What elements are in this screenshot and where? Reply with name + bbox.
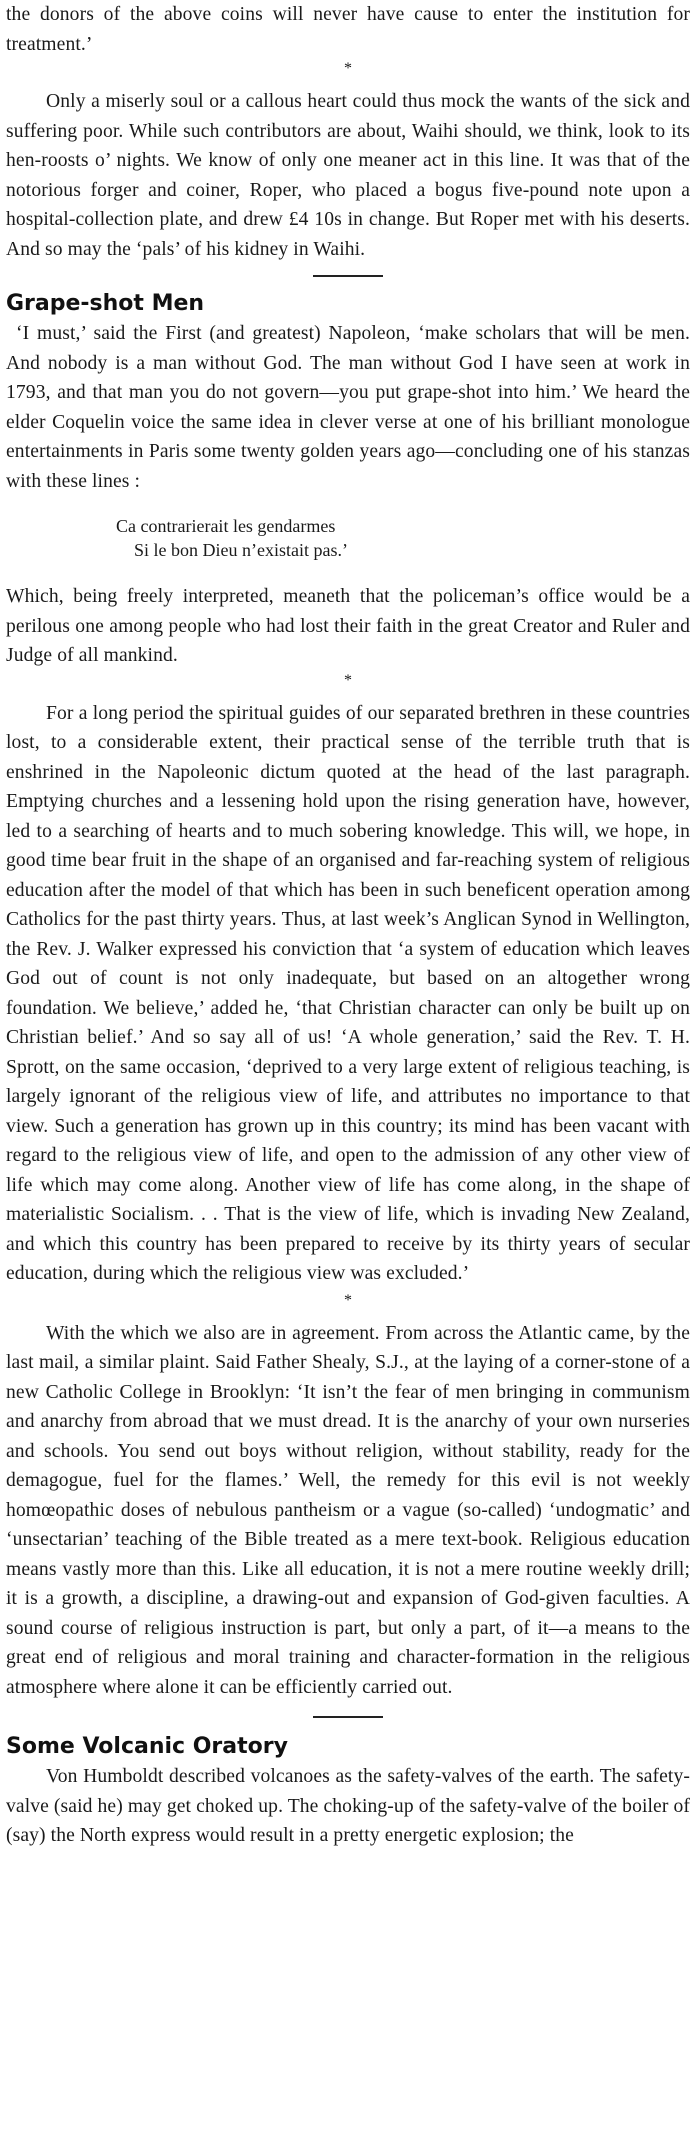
grapeshot-paragraph-4: With the which we also are in agreement. From across the Atlantic came, by the last mail, a similar plaint. Said Father Shealy, S.J., at the laying of a corner-stone of a new Catholic College in Brooklyn: ‘It isn’t the fear of men bringing in communism and anarchy from abroad that we must dread. It is the anarchy of your own nurseries and schools. You send out boys without religion, without stability, ready for the demagogue, fuel for the flames.’ Well, the remedy for this evil is not weekly homœopathic doses of nebulous pantheism or a vague (so-called) ‘undogmatic’ and ‘unsectarian’ teaching of the Bible treated as a mere text-book. Religious education means vastly more than this. Like all education, it is not a mere routine weekly drill; it is a growth, a discipline, a drawing-out and expansion of God-given faculties. A sound course of religious instruction is part, but only a part, of it—a means to the great end of religious and moral training and character-formation in the religious atmosphere where alone it can be efficiently carried out. [6,1322,690,1698]
grapeshot-paragraph-3: For a long period the spiritual guides of our separated brethren in these countries lost, to a considerable extent, their practical sense of the terrible truth that is enshrined in the Napoleonic dictum quoted at the head of the last paragraph. Emptying churches and a lessening hold upon the rising generation have, however, led to a searching of hearts and to much sobering knowledge. This will, we hope, in good time bear fruit in the shape of an organised and far-reaching system of religious education after the model of that which has been in such beneficent operation among Catholics for the past thirty years. Thus, at last week’s Anglican Synod in Wellington, the Rev. J. Walker expressed his conviction that ‘a system of education which leaves God out of count is not only inadequate, but based on an altogether wrong foundation. We believe,’ added he, ‘that Christian character can only be built up on Christian belief.’ And so say all of us! ‘A whole generation,’ said the Rev. T. H. Sprott, on the same occasion, ‘deprived to a very large extent of religious teaching, is largely ignorant of the religious view of life, and attributes no importance to that view. Such a generation has grown up in this country; its mind has been vacant with regard to the religious view of life, and open to the admission of any other view of life which may come along. Another view of life has come along, in the shape of materialistic Socialism. . . That is the view of life, which is invading New Zealand, and which this country has been prepared to receive by its thirty years of secular education, during which the religious view was excluded.’ [6,702,690,1284]
intro-paragraph-2: Only a miserly soul or a callous heart could thus mock the wants of the sick and suffering poor. While such contributors are about, Waihi should, we think, look to its hen-roosts o’ nights. We know of only one meaner act in this line. It was that of the notorious forger and coiner, Roper, who placed a bogus five-pound note upon a hospital-collection plate, and drew £4 10s in change. But Roper met with his deserts. And so may the ‘pals’ of his kidney in Waihi. [6,91,690,260]
heading-grape-shot-men: Grape-shot Men [6,291,205,316]
verse-line-2: Si le bon Dieu n’existait pas.’ [134,540,348,560]
section-star-separator: * [344,60,352,77]
volcanic-paragraph-1: Von Humboldt described volcanoes as the safety-valves of the earth. The safety-valve (said he) may get choked up. The choking-up of the safety-valve of the boiler of (say) the North express would result in a pretty energetic explosion; the [6,1766,690,1846]
section-divider [313,275,383,277]
heading-some-volcanic-oratory: Some Volcanic Oratory [6,1734,288,1759]
grapeshot-paragraph-2: Which, being freely interpreted, meaneth that the policeman’s office would be a perilous one among people who had lost their faith in the great Creator and Ruler and Judge of all mankind. [6,586,690,666]
section-star-separator: * [344,1291,352,1309]
verse-line-1: Ca contrarierait les gendarmes [116,516,336,536]
section-divider [313,1716,383,1718]
intro-paragraph-1: the donors of the above coins will never have cause to enter the institution for treatment.’ [6,4,690,55]
grapeshot-paragraph-1: ‘I must,’ said the First (and greatest) Napoleon, ‘make scholars that will be men. And nobody is a man without God. The man without God I have seen at work in 1793, and that man you do not govern—you put grape-shot into him.’ We heard the elder Coquelin voice the same idea in clever verse at one of his brilliant monologue entertainments in Paris some twenty golden years ago—concluding one of his stanzas with these lines : [6,323,690,492]
document-page [6,0,690,1851]
verse-quote [6,514,690,562]
section-star-separator: * [344,671,352,689]
